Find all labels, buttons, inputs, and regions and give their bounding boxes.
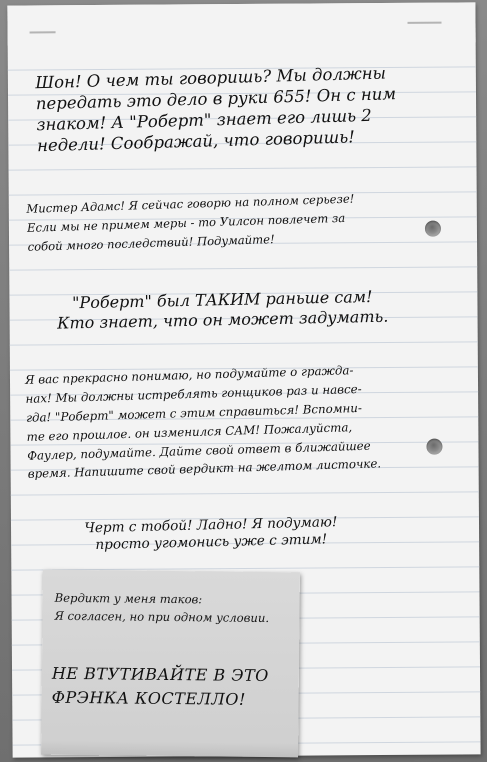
note-sean xyxy=(35,62,399,157)
verdict-line: Я согласен, но при одном условии. xyxy=(54,608,270,625)
note-line: время. Напишите свой вердикт на желтом листочке. xyxy=(27,456,382,482)
note-fowler-plea xyxy=(25,360,410,485)
verdict-condition xyxy=(52,662,269,712)
note-line: Я вас прекрасно понимаю, но подумайте о гражда- xyxy=(24,363,354,387)
note-adams xyxy=(26,189,384,256)
note-line: Шон! О чем ты говоришь? Мы должны xyxy=(35,63,387,93)
note-line: "Роберт" был ТАКИМ раньше сам! xyxy=(71,287,373,313)
note-line: Фаулер, подумайте. Дайте свой ответ в ближайшее xyxy=(26,438,371,463)
note-line: знаком! А "Роберт" знает его лишь 2 xyxy=(36,106,373,135)
verdict-condition-line: НЕ ВТУТИВАЙТЕ В ЭТО xyxy=(51,663,269,686)
note-line: недели! Соображай, что говоришь! xyxy=(36,127,356,156)
note-line: собой много последствий! Подумайте! xyxy=(27,231,275,254)
sticky-note-verdict xyxy=(41,570,300,758)
verdict-line: Вердикт у меня таков: xyxy=(54,590,203,607)
note-line: Черт с тобой! Ладно! Я подумаю! xyxy=(84,514,338,537)
note-line: Если мы не примем меры - то Уилсон повлечет за xyxy=(26,210,346,235)
note-line: гда! "Роберт" может с этим справиться! Вспомни- xyxy=(25,400,363,425)
paper-top-mark-right xyxy=(408,22,442,24)
note-line: Кто знает, что он может задумать. xyxy=(56,307,389,334)
punch-hole-icon xyxy=(426,439,442,455)
note-line: просто угомонись уже с этим! xyxy=(95,531,328,554)
paper-top-mark-left xyxy=(30,31,56,33)
verdict-text xyxy=(54,590,269,628)
note-line: передать это дело в руки 655! Он с ним xyxy=(35,84,397,114)
verdict-condition-line: ФРЭНКА КОСТЕЛЛО! xyxy=(51,687,246,709)
note-reply xyxy=(25,513,398,557)
punch-hole-icon xyxy=(425,221,441,237)
note-robert-warning xyxy=(23,286,422,335)
note-line: Мистер Адамс! Я сейчас говорю на полном серьезе! xyxy=(26,191,355,216)
note-line: те его прошлое. он изменился САМ! Пожалуйста, xyxy=(26,419,353,444)
note-line: нах! Мы должны истреблять гонщиков раз и навсе- xyxy=(25,381,362,406)
